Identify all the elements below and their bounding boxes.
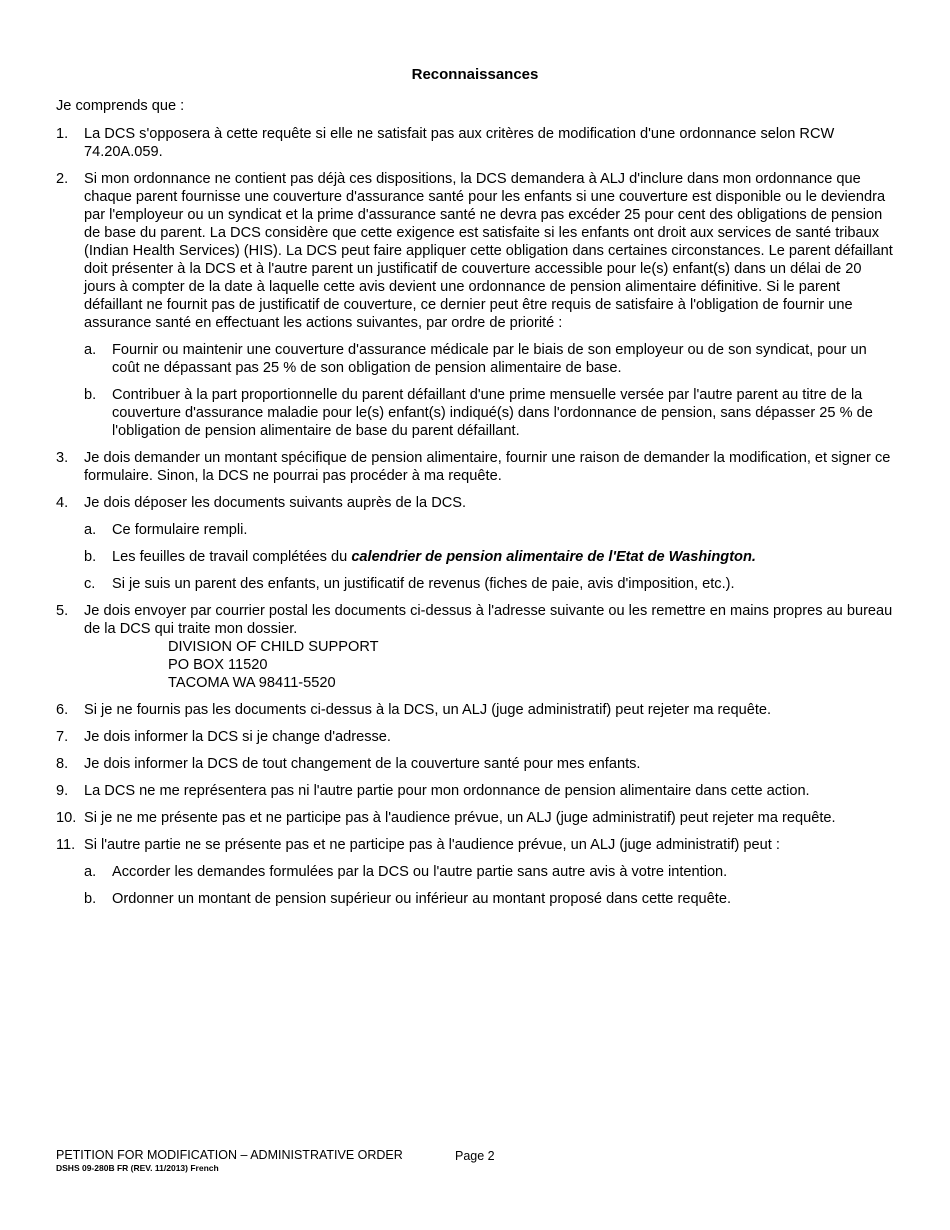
calendar-title-emphasis: calendrier de pension alimentaire de l'Etat de Washington. [351, 549, 756, 565]
item-number: 8. [56, 756, 69, 772]
item-number: 11. [56, 837, 76, 853]
sub-item [84, 341, 896, 377]
sub-item [84, 575, 896, 593]
sub-item [84, 863, 896, 881]
sub-item-text: Accorder les demandes formulées par la DCS ou l'autre partie sans autre avis à votre intention. [112, 864, 728, 880]
footer-page-number: Page 2 [455, 1149, 495, 1163]
item-text: Je dois informer la DCS de tout changement de la couverture santé pour mes enfants. [84, 756, 641, 772]
sub-item-letter: b. [84, 549, 97, 565]
sub-item-text: Fournir ou maintenir une couverture d'assurance médicale par le biais de son employeur ou de son syndicat, pour un coût ne dépassant pas 25 % de son obligation de pension alimentaire de base. [112, 342, 867, 376]
sub-item-letter: b. [84, 891, 97, 907]
item-number: 7. [56, 729, 69, 745]
item-text: La DCS s'opposera à cette requête si elle ne satisfait pas aux critères de modification d'une ordonnance selon RCW 74.20A.059. [84, 126, 835, 160]
list-item [56, 494, 896, 593]
footer-form-title: PETITION FOR MODIFICATION – ADMINISTRATIVE ORDER [56, 1148, 403, 1162]
mailing-address [84, 638, 896, 692]
item-text: Je dois déposer les documents suivants auprès de la DCS. [84, 495, 467, 511]
sub-item-text [112, 548, 896, 566]
intro-text: Je comprends que : [56, 98, 185, 114]
list-item [56, 836, 896, 908]
item-text: Si l'autre partie ne se présente pas et ne participe pas à l'audience prévue, un ALJ (juge administratif) peut : [84, 837, 780, 853]
list-item [56, 125, 896, 161]
item-text: La DCS ne me représentera pas ni l'autre partie pour mon ordonnance de pension alimentaire dans cette action. [84, 783, 810, 799]
item-number: 1. [56, 126, 69, 142]
acknowledgement-list [56, 125, 896, 917]
sub-item [84, 386, 896, 440]
item-text: Si je ne me présente pas et ne participe pas à l'audience prévue, un ALJ (juge administratif) peut rejeter ma requête. [84, 810, 836, 826]
sub-item-text: Si je suis un parent des enfants, un justificatif de revenus (fiches de paie, avis d'imposition, etc.). [112, 576, 735, 592]
item-number: 9. [56, 783, 69, 799]
sub-item-letter: b. [84, 387, 97, 403]
list-item [56, 449, 896, 485]
sub-item [84, 548, 896, 566]
item-number: 2. [56, 171, 69, 187]
sub-item [84, 890, 896, 908]
item-text: Je dois demander un montant spécifique de pension alimentaire, fournir une raison de demander la modification, et signer ce formulaire. Sinon, la DCS ne pourrai pas procéder à ma requête. [84, 450, 891, 484]
sub-item [84, 521, 896, 539]
sub-item-text: Contribuer à la part proportionnelle du parent défaillant d'une prime mensuelle versée par l'autre parent au titre de la couverture d'assurance maladie pour le(s) enfant(s) indiqué(s) dans l'ordonnance de pension, sans dépasser 25 % de l'obligation de pension alimentaire de base du parent défaillant. [112, 387, 873, 439]
list-item [56, 782, 896, 800]
item-number: 3. [56, 450, 69, 466]
list-item [56, 728, 896, 746]
sub-item-letter: a. [84, 864, 97, 880]
sub-item-text: Ordonner un montant de pension supérieur ou inférieur au montant proposé dans cette requête. [112, 891, 732, 907]
item-text: Si je ne fournis pas les documents ci-dessus à la DCS, un ALJ (juge administratif) peut rejeter ma requête. [84, 702, 772, 718]
item-text: Je dois informer la DCS si je change d'adresse. [84, 729, 391, 745]
list-item [56, 755, 896, 773]
item-text: Si mon ordonnance ne contient pas déjà ces dispositions, la DCS demandera à ALJ d'inclure dans mon ordonnance que chaque parent fournisse une couverture d'assurance santé pour les enfants si une couverture est disponible ou le deviendra par l'employeur ou un syndicat et la prime d'assurance santé ne devra pas excéder 25 pour cent des obligations de pension de base du parent. La DCS considère que cette exigence est satisfaite si les enfants ont droit aux services de santé tribaux (Indian Health Services) (HIS). La DCS peut faire appliquer cette obligation dans certaines circonstances. Le parent défaillant doit présenter à la DCS et à l'autre parent un justificatif de couverture accessible pour le(s) enfant(s) dans un délai de 20 jours à compter de la date à laquelle cette avis devient une ordonnance de pension alimentaire définitive. Si le parent défaillant ne fournit pas de justificatif de couverture, ce dernier peut être requis de satisfaire à l'obligation de fournir une assurance santé en effectuant les actions suivantes, par ordre de priorité : [84, 171, 893, 331]
item-number: 10. [56, 810, 77, 826]
sub-item-text: Ce formulaire rempli. [112, 522, 248, 538]
sub-item-letter: c. [84, 576, 96, 592]
item-text: Je dois envoyer par courrier postal les documents ci-dessus à l'adresse suivante ou les remettre en mains propres au bureau de la DCS qui traite mon dossier. [84, 603, 893, 637]
list-item [56, 701, 896, 719]
sub-item-text-plain: Les feuilles de travail complétées du [112, 549, 352, 565]
address-line: PO BOX 11520 [168, 657, 268, 673]
sub-item-letter: a. [84, 522, 97, 538]
item-number: 5. [56, 603, 69, 619]
item-number: 6. [56, 702, 69, 718]
sub-item-letter: a. [84, 342, 97, 358]
list-item [56, 809, 896, 827]
list-item [56, 170, 896, 440]
page-title: Reconnaissances [411, 66, 539, 83]
address-line: TACOMA WA 98411-5520 [168, 675, 336, 691]
item-number: 4. [56, 495, 69, 511]
footer-form-code: DSHS 09-280B FR (REV. 11/2013) French [56, 1163, 219, 1173]
list-item [56, 602, 896, 692]
address-line: DIVISION OF CHILD SUPPORT [168, 639, 379, 655]
